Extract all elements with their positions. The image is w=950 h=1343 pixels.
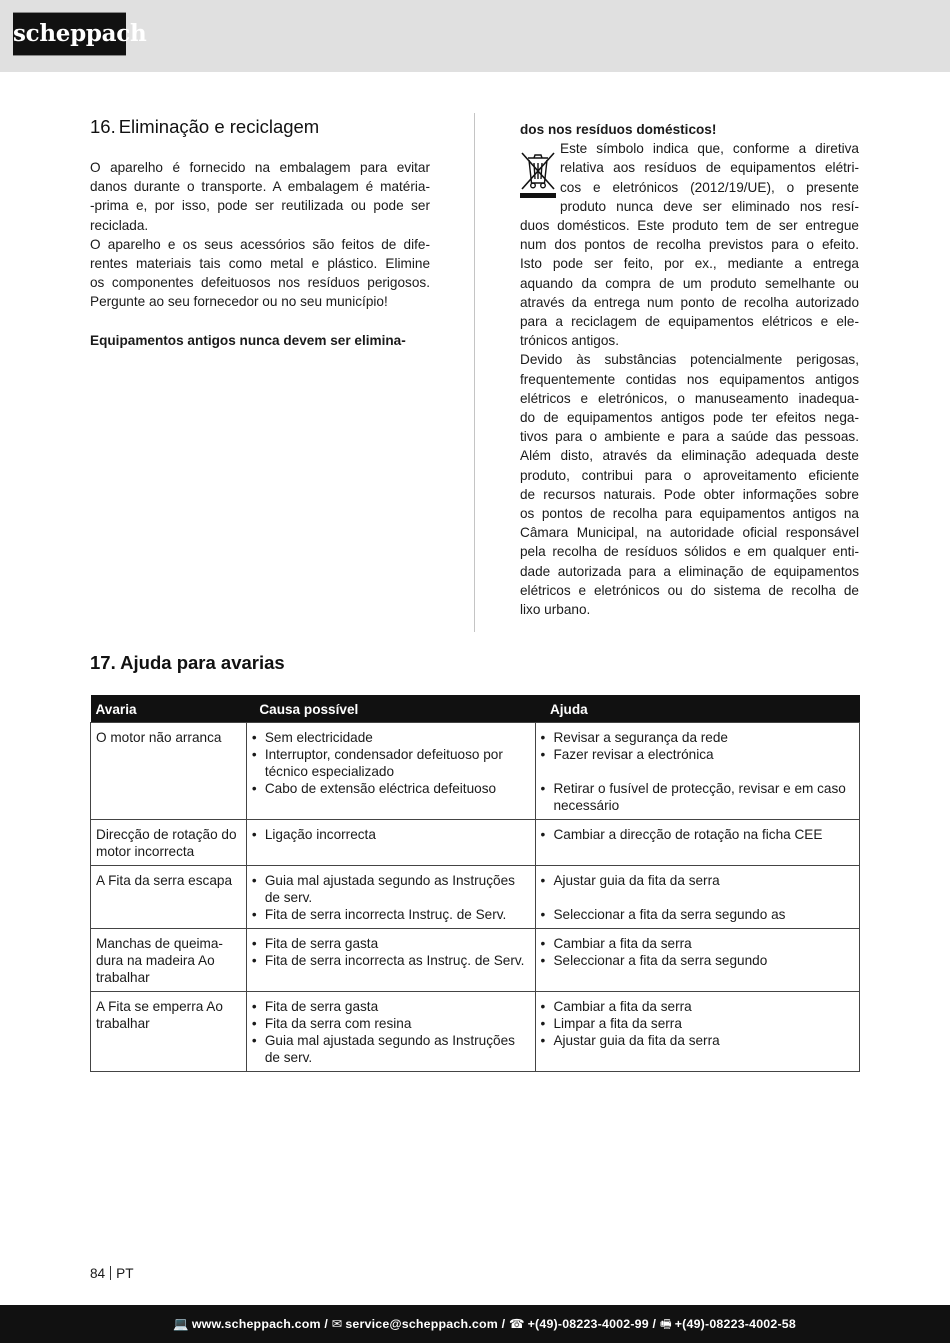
- section-16-title: Eliminação e reciclagem: [118, 116, 320, 137]
- causa-cell: [246, 991, 536, 1071]
- text-line: num dos pontos de recolha previstos para o efeito.: [520, 237, 859, 253]
- text-line: Pergunte ao seu fornecedor ou no seu município!: [90, 294, 388, 310]
- causa-cell: [246, 928, 536, 991]
- crossed-out-wheelie-bin-icon: [520, 149, 556, 199]
- text-line: rentes materiais tais como metal e plástico. Elimine: [90, 256, 430, 272]
- section-16-number: 16.: [90, 116, 116, 137]
- ajuda-list-item: • Limpar a fita da serra: [540, 1015, 855, 1032]
- page-number-divider: [110, 1266, 111, 1280]
- page-language: PT: [116, 1266, 134, 1281]
- materials-paragraph: [90, 235, 430, 312]
- text-line: danos durante o transporte. A embalagem é matéria-: [90, 179, 430, 195]
- text-line: tivos para o ambiente e para a saúde das pessoas.: [520, 429, 859, 445]
- text-line: para a reciclagem de equipamentos elétricos e ele-: [520, 314, 859, 330]
- causa-list-item: • Ligação incorrecta: [252, 826, 532, 843]
- text-line: aquando da compra de um produto semelhante ou: [520, 275, 859, 291]
- avaria-cell: Direcção de rotação do motor incorrecta: [91, 819, 247, 865]
- text-line: do de equipamentos antigos pode ter efeitos nega-: [520, 410, 859, 426]
- ajuda-list-item: • Seleccionar a fita da serra segundo: [540, 952, 855, 969]
- causa-list-item: • Fita de serra gasta: [252, 935, 532, 952]
- text-line: reciclada.: [90, 217, 149, 233]
- text-line: Este símbolo indica que, conforme a diretiva: [560, 141, 859, 157]
- table-row: [91, 991, 860, 1071]
- text-line: produto nunca deve ser eliminado nos resí-: [560, 198, 859, 214]
- text-line: O aparelho e os seus acessórios são feitos de dife-: [90, 236, 430, 252]
- table-row: [91, 928, 860, 991]
- hazard-paragraph: [520, 350, 859, 619]
- causa-list-item: • Guia mal ajustada segundo as Instruções de serv.: [252, 1032, 532, 1066]
- ajuda-cell: [536, 722, 860, 819]
- causa-list-item: • Fita de serra incorrecta as Instruç. de Serv.: [252, 952, 532, 969]
- ajuda-list-item: • Fazer revisar a electrónica: [540, 746, 855, 763]
- text-line: produto, contribui para o aproveitamento eficiente: [520, 467, 859, 483]
- header-band: [0, 0, 950, 72]
- text-line: O aparelho é fornecido na embalagem para evitar: [90, 160, 430, 175]
- text-line: trónicos antigos.: [520, 333, 619, 349]
- footer-website[interactable]: www.scheppach.com: [191, 1317, 321, 1331]
- footer-email[interactable]: service@scheppach.com: [345, 1317, 498, 1331]
- text-line: elétricos e eletrónicos, o manuseamento inadequa-: [520, 390, 859, 406]
- contact-footer: [0, 1305, 950, 1343]
- footer-fax: +(49)-08223-4002-58: [674, 1317, 796, 1331]
- column-header-causa: Causa possível: [246, 695, 536, 722]
- text-line: elétricos e eletrónicos ou do sistema de recolha de: [520, 582, 859, 598]
- table-row: [91, 865, 860, 928]
- warning-heading-part2: dos nos resíduos domésticos!: [520, 122, 717, 137]
- ajuda-list-item: • Cambiar a direcção de rotação na ficha CEE: [540, 826, 855, 843]
- avaria-cell: A Fita se emperra Ao trabalhar: [91, 991, 247, 1071]
- text-line: pela recolha de resíduos sólidos e em qualquer enti-: [520, 544, 859, 560]
- ajuda-list-item: [540, 763, 855, 780]
- ajuda-cell: [536, 928, 860, 991]
- weee-text-indented: [520, 139, 859, 216]
- ajuda-list-item: • Retirar o fusível de protecção, revisar e em caso necessário: [540, 780, 855, 814]
- table-row: [91, 819, 860, 865]
- warning-heading-part1: Equipamentos antigos nunca devem ser elimina-: [90, 332, 406, 348]
- ajuda-list-item: • Revisar a segurança da rede: [540, 729, 855, 746]
- section-17-heading: 17. Ajuda para avarias: [90, 652, 285, 673]
- footer-separator: /: [652, 1317, 657, 1331]
- footer-separator: /: [324, 1317, 329, 1331]
- ajuda-cell: [536, 865, 860, 928]
- text-line: através da entrega num ponto de recolha autorizado: [520, 294, 859, 310]
- section-16-heading: [90, 116, 430, 138]
- text-line: Além disto, através da eliminação adequada deste: [520, 448, 859, 464]
- avaria-cell: A Fita da serra escapa: [91, 865, 247, 928]
- text-line: Devido às substâncias potencialmente perigosas,: [520, 352, 859, 368]
- text-line: -prima e, por isso, pode ser reutilizada ou pode ser: [90, 198, 430, 214]
- causa-list-item: • Cabo de extensão eléctrica defeituoso: [252, 780, 532, 797]
- column-header-ajuda: Ajuda: [536, 695, 860, 722]
- causa-list-item: • Fita da serra com resina: [252, 1015, 532, 1032]
- text-line: os pontos de recolha para equipamentos antigos na: [520, 506, 859, 522]
- page-number-value: 84: [90, 1266, 106, 1281]
- text-line: dade autorizada para a eliminação de equipamentos: [520, 563, 859, 579]
- phone-icon: ☎: [508, 1317, 525, 1331]
- causa-list-item: • Fita de serra incorrecta Instruç. de Serv.: [252, 906, 532, 923]
- troubleshooting-table: [90, 695, 860, 1072]
- causa-list-item: • Guia mal ajustada segundo as Instruções de serv.: [252, 872, 532, 906]
- text-line: Isto pode ser feito, por ex., mediante a entrega: [520, 256, 859, 272]
- text-line: frequentemente contidas nos equipamentos antigos: [520, 371, 859, 387]
- weee-text: [520, 216, 859, 350]
- laptop-icon: 💻: [173, 1317, 189, 1331]
- scheppach-logo: scheppach: [13, 13, 126, 56]
- fax-icon: 🖷: [659, 1317, 672, 1331]
- table-row: [91, 722, 860, 819]
- packaging-paragraph: [90, 158, 430, 235]
- text-line: Câmara Municipal, na autoridade oficial responsável: [520, 525, 859, 541]
- causa-list-item: • Sem electricidade: [252, 729, 532, 746]
- causa-cell: [246, 865, 536, 928]
- page-number: [90, 1265, 134, 1282]
- ajuda-list-item: • Cambiar a fita da serra: [540, 935, 855, 952]
- footer-separator: /: [501, 1317, 506, 1331]
- ajuda-list-item: [540, 889, 855, 906]
- text-line: relativa aos resíduos de equipamentos elétri-: [560, 160, 859, 176]
- ajuda-cell: [536, 819, 860, 865]
- avaria-cell: Manchas de queima-dura na madeira Ao trabalhar: [91, 928, 247, 991]
- section-16-right-column: [520, 120, 859, 619]
- causa-cell: [246, 819, 536, 865]
- text-line: duos domésticos. Este produto tem de ser entregue: [520, 218, 859, 234]
- causa-list-item: • Fita de serra gasta: [252, 998, 532, 1015]
- text-line: lixo urbano.: [520, 602, 591, 618]
- text-line: de recursos naturais. Pode obter informações sobre: [520, 486, 859, 502]
- ajuda-cell: [536, 991, 860, 1071]
- text-line: cos e eletrónicos (2012/19/UE), o presente: [560, 179, 859, 195]
- ajuda-list-item: • Cambiar a fita da serra: [540, 998, 855, 1015]
- causa-list-item: • Interruptor, condensador defeituoso por técnico especializado: [252, 746, 532, 780]
- ajuda-list-item: • Ajustar guia da fita da serra: [540, 1032, 855, 1049]
- avaria-cell: O motor não arranca: [91, 722, 247, 819]
- envelope-icon: ✉: [331, 1317, 343, 1331]
- text-line: os componentes defeituosos nos resíduos perigosos.: [90, 275, 430, 291]
- table-header-row: [91, 695, 860, 722]
- column-header-avaria: Avaria: [91, 695, 247, 722]
- causa-cell: [246, 722, 536, 819]
- ajuda-list-item: • Ajustar guia da fita da serra: [540, 872, 855, 889]
- column-divider: [474, 113, 475, 632]
- ajuda-list-item: • Seleccionar a fita da serra segundo as: [540, 906, 855, 923]
- section-16-left-column: [90, 116, 430, 350]
- weee-block: [520, 139, 859, 350]
- footer-phone: +(49)-08223-4002-99: [527, 1317, 649, 1331]
